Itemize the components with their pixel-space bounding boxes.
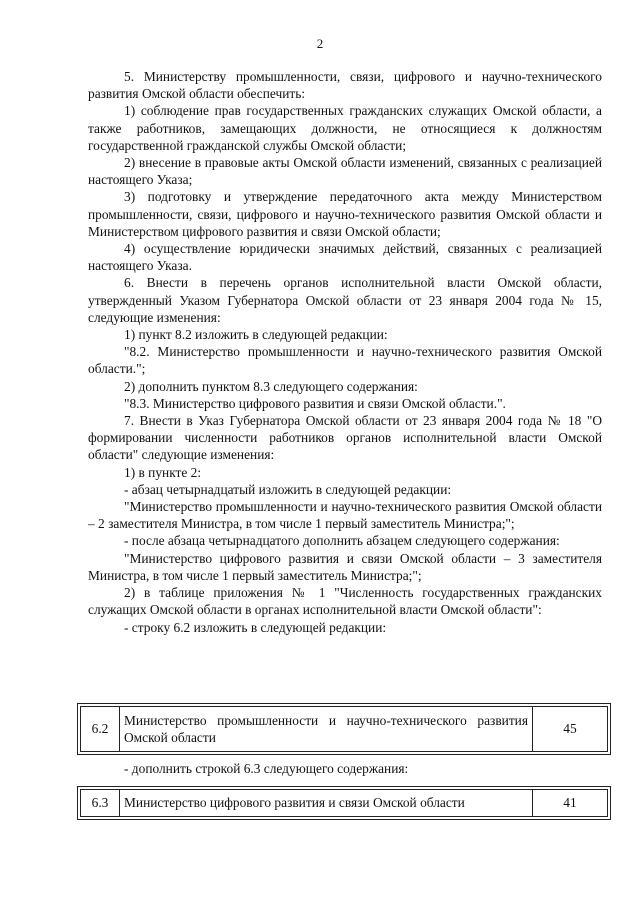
paragraph-7-1-a: - абзац четырнадцатый изложить в следующей редакции: bbox=[124, 481, 452, 497]
table-cell-number: 6.3 bbox=[81, 790, 120, 817]
table-row-6-3-wrap bbox=[80, 789, 608, 817]
paragraph-7: 7. Внести в Указ Губернатора Омской области от 23 января 2004 года № 18 "О формировании численности работников органов исполнительной власти Омской области" следующие изменения: bbox=[88, 413, 602, 463]
paragraph-6: 6. Внести в перечень органов исполнительной власти Омской области, утвержденный Указом Губернатора Омской области от 23 января 2004 года № 15, следующие изменения: bbox=[88, 275, 602, 325]
paragraph-7-1: 1) в пункте 2: bbox=[124, 464, 202, 480]
table-cell-number: 6.2 bbox=[81, 707, 120, 752]
paragraph-5-4: 4) осуществление юридически значимых действий, связанных с реализацией настоящего Указа. bbox=[88, 241, 602, 274]
paragraph-add-row-6-3: - дополнить строкой 6.3 следующего содержания: bbox=[124, 761, 409, 776]
paragraph-6-2-text: "8.3. Министерство цифрового развития и связи Омской области.". bbox=[124, 395, 506, 411]
paragraph-7-1-a-text: "Министерство промышленности и научно-технического развития Омской области – 2 заместителя Министра, в том числе 1 первый заместитель Министра;"; bbox=[88, 499, 602, 532]
paragraph-6-1: 1) пункт 8.2 изложить в следующей редакции: bbox=[124, 327, 388, 343]
paragraph-7-1-b: - после абзаца четырнадцатого дополнить абзацем следующего содержания: bbox=[124, 533, 560, 549]
paragraph-5: 5. Министерству промышленности, связи, цифрового и научно-технического развития Омской области обеспечить: bbox=[88, 69, 602, 102]
table-row-6-2-wrap bbox=[80, 706, 608, 752]
page-number: 2 bbox=[316, 36, 324, 51]
table-cell-value: 41 bbox=[533, 790, 608, 817]
document-body bbox=[88, 68, 602, 636]
table-cell-value: 45 bbox=[533, 707, 608, 752]
table-row-6-2 bbox=[80, 706, 608, 752]
paragraph-5-2: 2) внесение в правовые акты Омской области изменений, связанных с реализацией настоящего Указа; bbox=[88, 155, 602, 188]
paragraph-7-1-b-text: "Министерство цифрового развития и связи Омской области – 3 заместителя Министра, в том числе 1 первый заместитель Министра;"; bbox=[88, 550, 602, 583]
between-tables bbox=[88, 760, 602, 777]
paragraph-7-2: 2) в таблице приложения № 1 "Численность государственных гражданских служащих Омской области в органах исполнительной власти Омской области": bbox=[88, 585, 602, 618]
table-cell-name: Министерство цифрового развития и связи Омской области bbox=[120, 790, 533, 817]
paragraph-6-1-text: "8.2. Министерство промышленности и научно-технического развития Омской области."; bbox=[88, 344, 602, 377]
paragraph-6-2: 2) дополнить пунктом 8.3 следующего содержания: bbox=[124, 378, 418, 394]
paragraph-5-3: 3) подготовку и утверждение передаточного акта между Министерством промышленности, связи, цифрового и научно-технического развития Омской области и Министерством цифрового развития и связи Омской области; bbox=[88, 189, 602, 239]
table-row-6-3 bbox=[80, 789, 608, 817]
paragraph-7-2-a: - строку 6.2 изложить в следующей редакции: bbox=[124, 619, 387, 635]
paragraph-5-1: 1) соблюдение прав государственных гражданских служащих Омской области, а также работников, замещающих должности, не относящиеся к должностям государственной гражданской службы Омской области; bbox=[88, 103, 602, 153]
table-cell-name: Министерство промышленности и научно-технического развития Омской области bbox=[120, 707, 533, 752]
